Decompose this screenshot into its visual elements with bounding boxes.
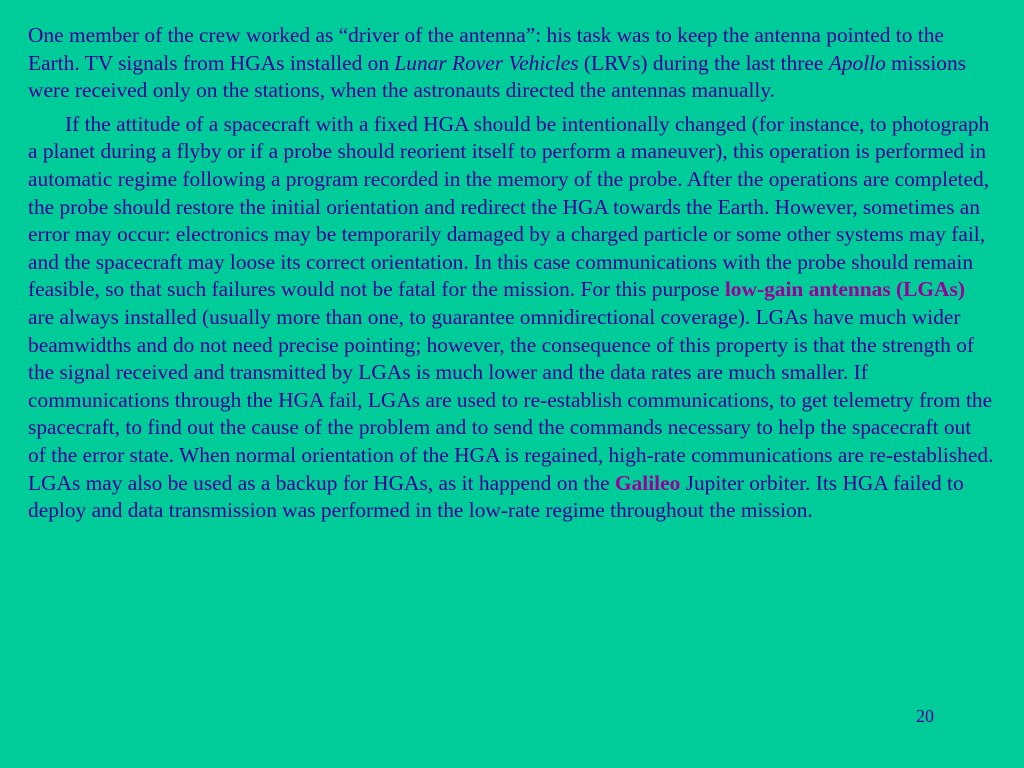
lunar-rover-vehicles-term: Lunar Rover Vehicles [394, 50, 579, 75]
paragraph-lrv-antenna-driver [28, 22, 994, 105]
galileo-term: Galileo [614, 470, 681, 495]
paragraph-text: are always installed (usually more than one, to guarantee omnidirectional coverage). LGAs have much wider beamwidths and do not need precise pointing; however, the consequence of this property is that the strength of the signal received and transmitted by LGAs is much lower and the data rates are much smaller. If communications through the HGA fail, LGAs are used to re-establish communications, to get telemetry from the spacecraft, to find out the cause of the problem and to send the commands necessary to help the spacecraft out of the error state. When normal orientation of the HGA is regained, high-rate communications are re-established. LGAs may also be used as a backup for HGAs, as it happend on the [28, 304, 994, 495]
page-number: 20 [916, 706, 934, 726]
paragraph-low-gain-antennas [28, 111, 994, 525]
paragraph-text: One member of the crew worked as “driver of the antenna”: his task was to keep the antenna pointed to the Earth. TV signals from HGAs installed on [28, 23, 944, 75]
paragraph-text: Jupiter orbiter. Its HGA failed to deploy and data transmission was performed in the low-rate regime throughout the mission. [28, 470, 964, 523]
paragraph-text: (LRVs) during the last three [578, 50, 829, 75]
paragraph-text: missions were received only on the stations, when the astronauts directed the antennas manually. [28, 50, 967, 103]
paragraph-text: If the attitude of a spacecraft with a fixed HGA should be intentionally changed (for instance, to photograph a planet during a flyby or if a probe should reorient itself to perform a maneuver), this operation is performed in automatic regime following a program recorded in the memory of the probe. After the operations are completed, the probe should restore the initial orientation and redirect the HGA towards the Earth. However, sometimes an error may occur: electronics may be temporarily damaged by a charged particle or some other systems may fail, and the spacecraft may loose its correct orientation. In this case communications with the probe should remain feasible, so that such failures would not be fatal for the mission. For this purpose [28, 111, 990, 302]
low-gain-antennas-term: low-gain antennas (LGAs) [724, 277, 965, 302]
slide-content [28, 22, 994, 525]
apollo-term: Apollo [828, 50, 886, 75]
